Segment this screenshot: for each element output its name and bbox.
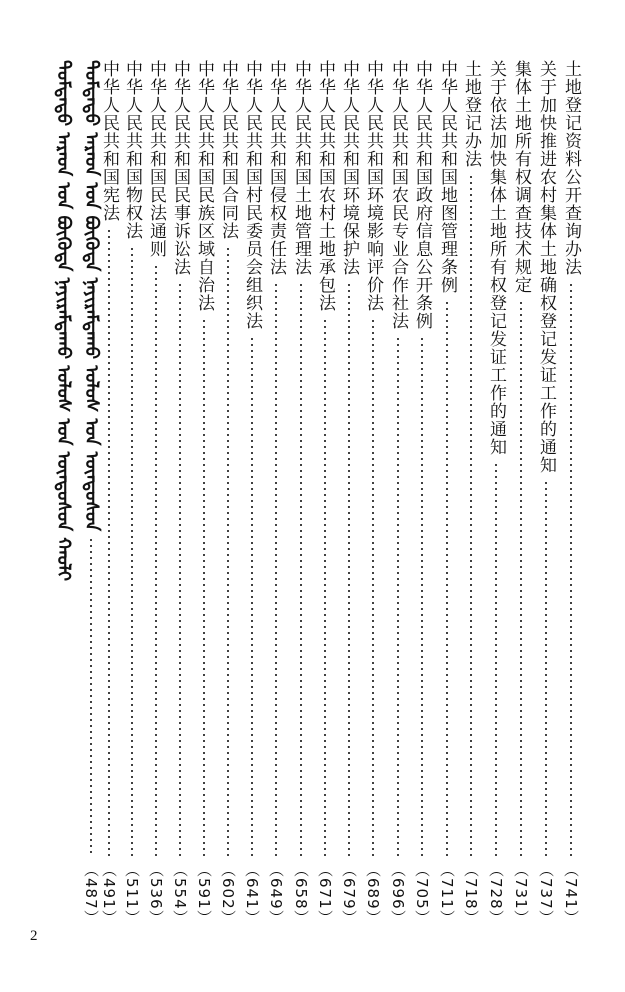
leader-dots: [203, 318, 205, 856]
leader-dots: [155, 264, 157, 856]
leader-dots: [495, 462, 497, 856]
toc-entry: [486, 60, 506, 926]
leader-dots: [131, 246, 133, 856]
toc-entry: [218, 60, 238, 926]
toc-entry-page: （731）: [512, 862, 530, 926]
leader-dots: [446, 300, 448, 856]
mongolian-line: [52, 60, 74, 926]
toc-entry: [437, 60, 457, 926]
leader-dots: [520, 300, 522, 856]
leader-dots: [421, 336, 423, 856]
toc-entry-page: （679）: [340, 862, 358, 926]
toc-entry: [561, 60, 581, 926]
toc-entry-title: 中华人民共和国物权法: [122, 60, 142, 240]
page-number: 2: [30, 928, 38, 944]
toc-entry-title: 关于依法加快集体土地所有权登记发证工作的通知: [486, 60, 506, 456]
toc-entry-title: 集体土地所有权调查技术规定: [511, 60, 531, 294]
leader-dots: [324, 318, 326, 856]
toc-entry-title: 中华人民共和国民事诉讼法: [170, 60, 190, 276]
toc-entry-page: （658）: [292, 862, 310, 926]
toc-entry: [511, 60, 531, 926]
toc-entry: [536, 60, 556, 926]
toc-entry-title: 中华人民共和国宪法: [99, 60, 119, 222]
toc-entry-title: 中华人民共和国民法通则: [146, 60, 166, 258]
mongolian-line: [80, 60, 102, 926]
toc-entry: [242, 60, 262, 926]
toc-entry-title: 中华人民共和国农村土地承包法: [315, 60, 335, 312]
leader-dots: [179, 282, 181, 856]
toc-entry-title: 中华人民共和国政府信息公开条例: [412, 60, 432, 330]
leader-dots: [545, 480, 547, 856]
toc-entry-page: （554）: [171, 862, 189, 926]
mongolian-title-line2: ᠳᠤᠮᠳᠠᠳᠤ ᠠᠷᠠᠳ ᠤᠨ ᠪᠦᠭᠦᠳᠡ ᠨᠠᠶᠢᠷᠠᠮᠳᠠᠬᠤ ᠤᠯᠤᠰ ᠤᠨ ᠦᠨᠳᠦᠰᠦᠨ: [81, 60, 102, 532]
toc-entry-title: 中华人民共和国环境保护法: [339, 60, 359, 276]
leader-dots: [108, 228, 110, 856]
toc-entry-page: （711）: [438, 862, 456, 926]
toc-entry-page: （737）: [537, 862, 555, 926]
leader-dots: [397, 336, 399, 856]
toc-entry-page: （491）: [100, 862, 118, 926]
toc-entry-title: 中华人民共和国地图管理条例: [437, 60, 457, 294]
toc-entry-page: （696）: [389, 862, 407, 926]
toc-entry: [412, 60, 432, 926]
toc-entry-title: 中华人民共和国农民专业合作社法: [388, 60, 408, 330]
toc-entry: [99, 60, 119, 926]
toc-entry: [363, 60, 383, 926]
toc-entry: [122, 60, 142, 926]
toc-entry-page: （741）: [562, 862, 580, 926]
toc-entry-title: 土地登记资料公开查询办法: [561, 60, 581, 276]
toc-entry: [461, 60, 481, 926]
toc-entry-page: （641）: [243, 862, 261, 926]
toc-entry-page: （487）: [82, 862, 100, 926]
toc-entry-title: 土地登记办法: [461, 60, 481, 168]
leader-dots: [570, 282, 572, 856]
toc-entry-title: 中华人民共和国环境影响评价法: [363, 60, 383, 312]
toc-entry: [194, 60, 214, 926]
leader-dots: [348, 282, 350, 856]
leader-dots: [470, 174, 472, 856]
toc-entry-page: （602）: [219, 862, 237, 926]
toc-entry-title: 中华人民共和国侵权责任法: [266, 60, 286, 276]
toc-entry-page: （718）: [462, 862, 480, 926]
toc-entry-title: 中华人民共和国土地管理法: [291, 60, 311, 276]
toc-entry-page: （689）: [364, 862, 382, 926]
toc-entry: [388, 60, 408, 926]
toc-entry: [315, 60, 335, 926]
toc-entry-title: 关于加快推进农村集体土地确权登记发证工作的通知: [536, 60, 556, 474]
toc-entry-mongolian: [52, 60, 102, 926]
leader-dots: [251, 336, 253, 856]
toc-entry-page: （511）: [123, 862, 141, 926]
leader-dots: [275, 282, 277, 856]
toc-entry-title: 中华人民共和国合同法: [218, 60, 238, 240]
toc-entry: [291, 60, 311, 926]
toc-entry: [170, 60, 190, 926]
leader-dots: [90, 537, 92, 856]
toc-entry: [266, 60, 286, 926]
toc-entry-page: （591）: [195, 862, 213, 926]
leader-dots: [227, 246, 229, 856]
leader-dots: [372, 318, 374, 856]
toc-entry-page: （705）: [413, 862, 431, 926]
toc-entry: [146, 60, 166, 926]
mongolian-title-line1: ᠳᠤᠮᠳᠠᠳᠤ ᠠᠷᠠᠳ ᠤᠨ ᠪᠦᠭᠦᠳᠡ ᠨᠠᠶᠢᠷᠠᠮᠳᠠᠬᠤ ᠤᠯᠤᠰ ᠤᠨ ᠦᠨᠳᠦᠰᠦᠨ ᠬᠠᠤᠯᠢ: [53, 60, 74, 582]
toc-entry-title: 中华人民共和国村民委员会组织法: [242, 60, 262, 330]
toc-entry-page: （649）: [267, 862, 285, 926]
toc-entry-title: 中华人民共和国民族区域自治法: [194, 60, 214, 312]
toc-entry-page: （671）: [316, 862, 334, 926]
leader-dots: [300, 282, 302, 856]
toc-entry-page: （536）: [147, 862, 165, 926]
toc-entry: [339, 60, 359, 926]
toc-entry-page: （728）: [487, 862, 505, 926]
